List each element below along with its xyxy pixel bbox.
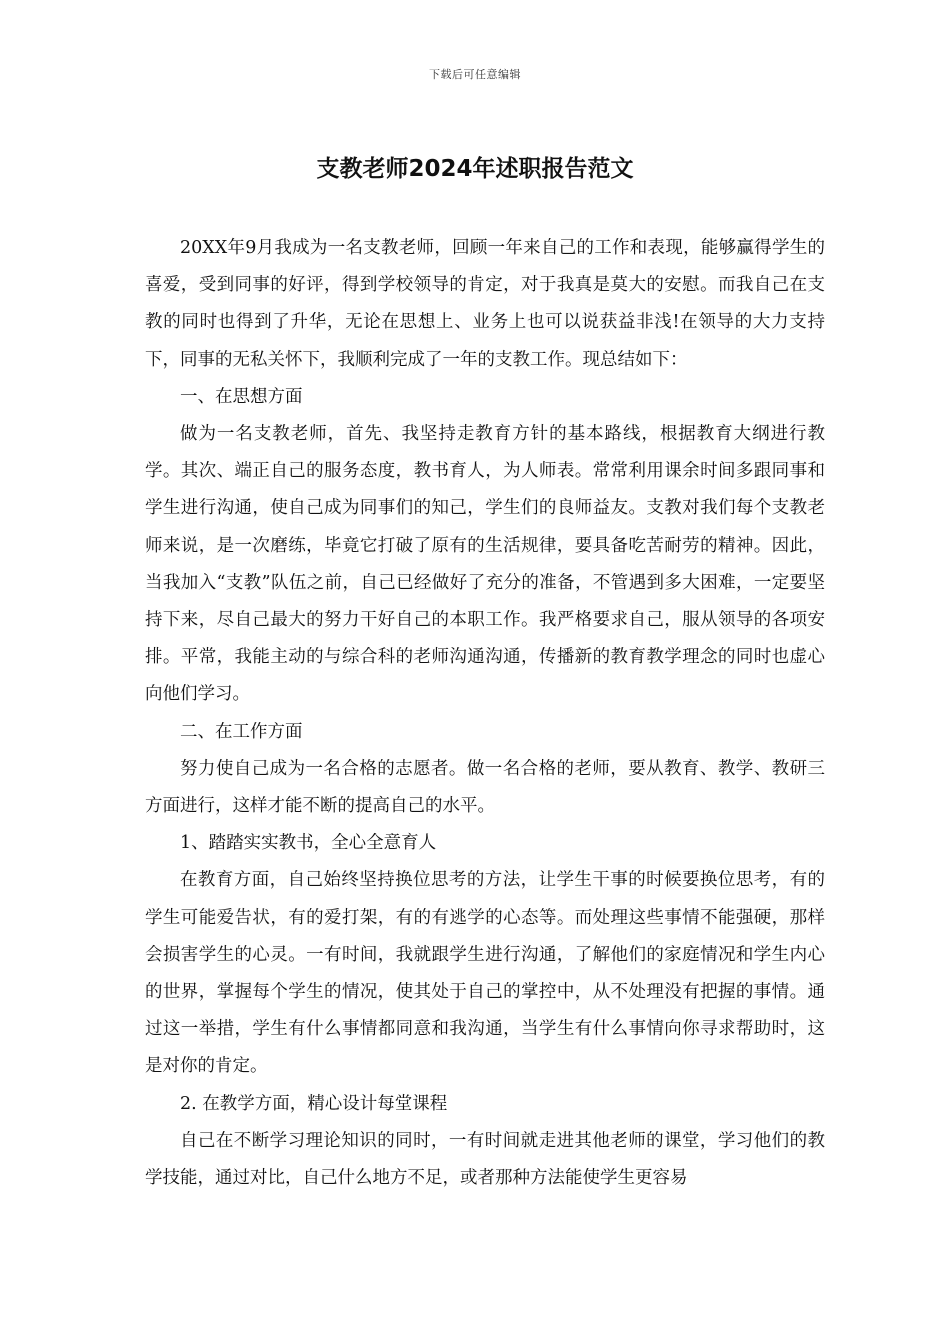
document-title: 支教老师2024年述职报告范文 xyxy=(316,156,634,182)
section-heading-thought: 一、在思想方面 xyxy=(180,386,303,407)
subheading-teaching-educating: 1、踏踏实实教书，全心全意育人 xyxy=(180,833,437,854)
paragraph-teaching: 自己在不断学习理论知识的同时，一有时间就走进其他老师的课堂，学习他们的教学技能，通过对比，自己什么地方不足，或者那种方法能使学生更容易 xyxy=(145,1130,825,1189)
paragraph-education: 在教育方面，自己始终坚持换位思考的方法，让学生干事的时候要换位思考，有的学生可能爱告状，有的爱打架，有的有逃学的心态等。而处理这些事情不能强硬，那样会损害学生的心灵。一有时间，我就跟学生进行沟通，了解他们的家庭情况和学生内心的世界，掌握每个学生的情况，使其处于自己的掌控中，从不处理没有把握的事情。通过这一举措，学生有什么事情都同意和我沟通，当学生有什么事情向你寻求帮助时，这是对你的肯定。 xyxy=(145,870,825,1077)
document-body xyxy=(145,230,825,1197)
paragraph-work: 努力使自己成为一名合格的志愿者。做一名合格的老师，要从教育、教学、教研三方面进行，这样才能不断的提高自己的水平。 xyxy=(145,758,825,817)
paragraph-intro: 20XX年9月我成为一名支教老师，回顾一年来自己的工作和表现，能够赢得学生的喜爱，受到同事的好评，得到学校领导的肯定，对于我真是莫大的安慰。而我自己在支教的同时也得到了升华，无论在思想上、业务上也可以说获益非浅!在领导的大力支持下，同事的无私关怀下，我顺利完成了一年的支教工作。现总结如下： xyxy=(145,238,825,370)
section-heading-work: 二、在工作方面 xyxy=(180,721,303,742)
header-note: 下载后可任意编辑 xyxy=(429,68,521,81)
paragraph-thought: 做为一名支教老师，首先、我坚持走教育方针的基本路线，根据教育大纲进行教学。其次、端正自己的服务态度，教书育人，为人师表。常常利用课余时间多跟同事和学生进行沟通，使自己成为同事们的知己，学生们的良师益友。支教对我们每个支教老师来说，是一次磨练，毕竟它打破了原有的生活规律，要具备吃苦耐劳的精神。因此，当我加入“支教”队伍之前，自己已经做好了充分的准备，不管遇到多大困难，一定要坚持下来，尽自己最大的努力干好自己的本职工作。我严格要求自己，服从领导的各项安排。平常，我能主动的与综合科的老师沟通沟通，传播新的教育教学理念的同时也虚心向他们学习。 xyxy=(145,424,825,705)
subheading-lesson-design: 2. 在教学方面，精心设计每堂课程 xyxy=(180,1093,448,1114)
